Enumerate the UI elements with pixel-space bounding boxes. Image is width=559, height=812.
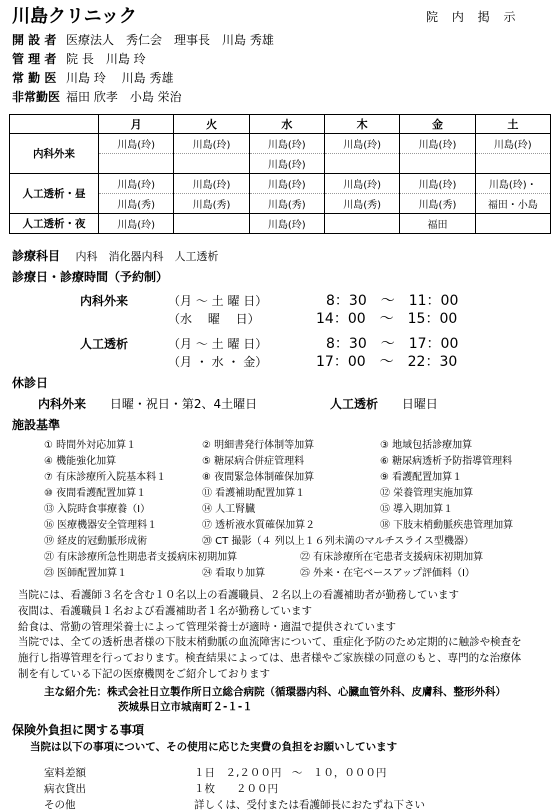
schedule-cell: 福田: [400, 214, 475, 234]
staff-value: 福田 欣孝 小島 栄治: [66, 90, 182, 104]
schedule-cell: 川島(秀): [400, 194, 475, 214]
hours-time: 14：00 ～ 15：00: [316, 311, 458, 327]
note-line: 夜間は、看護職員１名および看護補助者１名が勤務しています: [18, 605, 312, 617]
hours-days: （月 ・ 水 ・ 金）: [168, 355, 268, 369]
schedule-cell: [174, 154, 249, 174]
schedule-cell: 川島(秀): [249, 194, 324, 214]
schedule-cell: 川島(玲): [400, 174, 475, 194]
schedule-table: [9, 114, 551, 234]
schedule-cell: [324, 154, 399, 174]
facility-item: ④ 機能強化加算: [44, 456, 117, 467]
fee-value: １枚 ２００円: [194, 783, 278, 795]
schedule-corner: [10, 115, 99, 134]
facility-item: ⑥ 糖尿病透析予防指導管理料: [380, 456, 513, 467]
staff-row-fulltime: [12, 69, 173, 86]
holidays-naika: [38, 395, 257, 412]
schedule-cell: 川島(玲): [475, 134, 550, 154]
facility-item: ⑱ 下肢末梢動脈疾患管理加算: [380, 520, 514, 531]
facility-item: ⑩ 夜間看護配置加算１: [44, 488, 147, 499]
holidays-label: 休診日: [12, 376, 49, 390]
staff-label: 常 勤 医: [12, 71, 57, 85]
schedule-header-row: [10, 115, 551, 134]
facility-item: ⑰ 透析液水質確保加算２: [202, 520, 316, 531]
schedule-cell: 川島(玲): [249, 174, 324, 194]
departments-value: 内科 消化器内科 人工透析: [75, 250, 219, 263]
schedule-row-dialysis-day: [10, 174, 551, 194]
fee-value: 詳しくは、受付または看護師長におたずね下さい: [194, 799, 425, 811]
fee-value: １日 ２,２００円 ～ １０，０００円: [194, 767, 387, 779]
hours-time: 17：00 ～ 22：30: [316, 354, 458, 370]
holidays-naika-value: 日曜・祝日・第2、4土曜日: [109, 397, 258, 411]
schedule-cell: 川島(秀): [174, 194, 249, 214]
fee-name: 室料差額: [44, 767, 86, 779]
fees-label: 保険外負担に関する事項: [12, 723, 145, 737]
staff-value: 川島 玲 川島 秀雄: [66, 71, 174, 85]
hours-dept: 内科外来: [80, 294, 129, 308]
schedule-cell: [475, 154, 550, 174]
schedule-cell: 川島(玲): [174, 174, 249, 194]
facility-item: ① 時間外対応加算１: [44, 440, 137, 451]
note-line: 当院には、看護師３名を含む１０名以上の看護職員、２名以上の看護補助者が勤務しています: [18, 589, 459, 601]
staff-label: 管 理 者: [12, 52, 57, 66]
facility-item: ⑳ CT 撮影（４ 列以上１６列未満のマルチスライス型機器）: [202, 536, 474, 547]
facility-item: ⑧ 夜間緊急体制確保加算: [202, 472, 315, 483]
day-header: 木: [324, 115, 399, 134]
staff-row-parttime: [12, 88, 182, 105]
facility-item: ⑨ 看護配置加算１: [380, 472, 463, 483]
schedule-cell: 川島(玲): [174, 134, 249, 154]
schedule-cell: 川島(秀): [324, 194, 399, 214]
facility-item: ⑪ 看護補助配置加算１: [202, 488, 306, 499]
facility-item: ⑭ 人工腎臓: [202, 504, 256, 515]
schedule-cell: 川島(玲): [324, 174, 399, 194]
schedule-cell: [99, 154, 174, 174]
hours-time: 8：30 ～ 17：00: [326, 336, 459, 352]
note-line: 当院では、全ての透析患者様の下肢末梢動脈の血流障害について、重症化予防のため定期的に触診や検査を: [18, 636, 522, 648]
row-label: 内科外来: [10, 134, 99, 174]
facility-item: ⑤ 糖尿病合併症管理料: [202, 456, 305, 467]
hours-dept: 人工透析: [80, 337, 129, 351]
hours-time: 8：30 ～ 11：00: [326, 293, 459, 309]
day-header: 火: [174, 115, 249, 134]
schedule-cell: [174, 214, 249, 234]
facility-label: 施設基準: [12, 418, 61, 432]
facility-item: ③ 地域包括診療加算: [380, 440, 473, 451]
referral-line: 主な紹介先：株式会社日立製作所日立総合病院（循環器内科、心臓血管外科、皮膚科、整形外科）: [44, 686, 506, 698]
note-line: 施行し指導管理を行っております。検査結果によっては、患者様やご家族様の同意のもと、専門的な治療体: [18, 652, 522, 664]
notice-label: 院 内 掲 示: [426, 10, 521, 24]
note-line: 給食は、常勤の管理栄養士によって管理栄養士が適時・適温で提供されています: [18, 621, 396, 633]
facility-item: ㉒ 有床診療所在宅患者支援病床初期加算: [300, 552, 484, 563]
clinic-name: 川島クリニック: [12, 6, 137, 27]
schedule-cell: 川島(玲): [400, 134, 475, 154]
schedule-cell: [475, 214, 550, 234]
hours-days: （月 ～ 土 曜 日）: [168, 337, 268, 351]
hours-days: （水 曜 日）: [168, 312, 260, 326]
facility-item: ② 明細書発行体制等加算: [202, 440, 315, 451]
facility-item: ㉓ 医師配置加算１: [44, 568, 128, 579]
referral-address: 茨城県日立市城南町２-１-１: [118, 701, 253, 713]
schedule-row-dialysis-night: [10, 214, 551, 234]
facility-item: ㉑ 有床診療所急性期患者支援病床初期加算: [44, 552, 238, 563]
schedule-cell: 川島(玲): [249, 154, 324, 174]
departments-label: 診療科目: [12, 249, 61, 263]
staff-value: 院 長 川島 玲: [66, 52, 146, 66]
departments-row: [12, 247, 219, 264]
schedule-cell: 川島(玲): [99, 214, 174, 234]
schedule-cell: 川島(玲): [99, 174, 174, 194]
fees-intro: 当院は以下の事項について、その使用に応じた実費の負担をお願いしています: [30, 741, 398, 753]
holidays-touseki: [330, 395, 438, 412]
schedule-cell: 川島(玲): [249, 134, 324, 154]
facility-item: ⑲ 経皮的冠動脈形成術: [44, 536, 148, 547]
staff-label: 開 設 者: [12, 33, 57, 47]
staff-label: 非常勤医: [12, 90, 61, 104]
facility-item: ㉔ 看取り加算: [202, 568, 266, 579]
fee-name: その他: [44, 799, 76, 811]
day-header: 月: [99, 115, 174, 134]
holidays-touseki-label: 人工透析: [330, 397, 379, 411]
hours-label: 診療日・診療時間（予約制）: [12, 270, 169, 284]
day-header: 金: [400, 115, 475, 134]
holidays-naika-label: 内科外来: [38, 397, 87, 411]
staff-row-manager: [12, 50, 146, 67]
schedule-cell: 川島(玲)・: [475, 174, 550, 194]
schedule-cell: 川島(玲): [249, 214, 324, 234]
holidays-touseki-value: 日曜日: [401, 397, 438, 411]
facility-item: ⑮ 導入期加算１: [380, 504, 454, 515]
day-header: 水: [249, 115, 324, 134]
staff-row-founder: [12, 31, 274, 48]
schedule-cell: 川島(玲): [99, 134, 174, 154]
schedule-cell: 川島(玲): [324, 134, 399, 154]
note-line: 制を有している下記の医療機関をご紹介しております: [18, 668, 270, 680]
schedule-cell: 川島(秀): [99, 194, 174, 214]
row-label: 人工透析・夜: [10, 214, 99, 234]
facility-item: ⑫ 栄養管理実施加算: [380, 488, 474, 499]
facility-item: ⑬ 入院時食事療養（Ⅰ）: [44, 504, 151, 515]
facility-item: ⑦ 有床診療所入院基本料１: [44, 472, 167, 483]
hours-days: （月 ～ 土 曜 日）: [168, 294, 268, 308]
facility-item: ㉕ 外来・在宅ベースアップ評価料（Ⅰ）: [300, 568, 475, 579]
schedule-row-naika: [10, 134, 551, 154]
schedule-cell: 福田・小島: [475, 194, 550, 214]
fee-name: 病衣貸出: [44, 783, 86, 795]
row-label: 人工透析・昼: [10, 174, 99, 214]
staff-value: 医療法人 秀仁会 理事長 川島 秀雄: [66, 33, 274, 47]
schedule-cell: [400, 154, 475, 174]
facility-item: ⑯ 医療機器安全管理料１: [44, 520, 158, 531]
schedule-cell: [324, 214, 399, 234]
day-header: 土: [475, 115, 550, 134]
